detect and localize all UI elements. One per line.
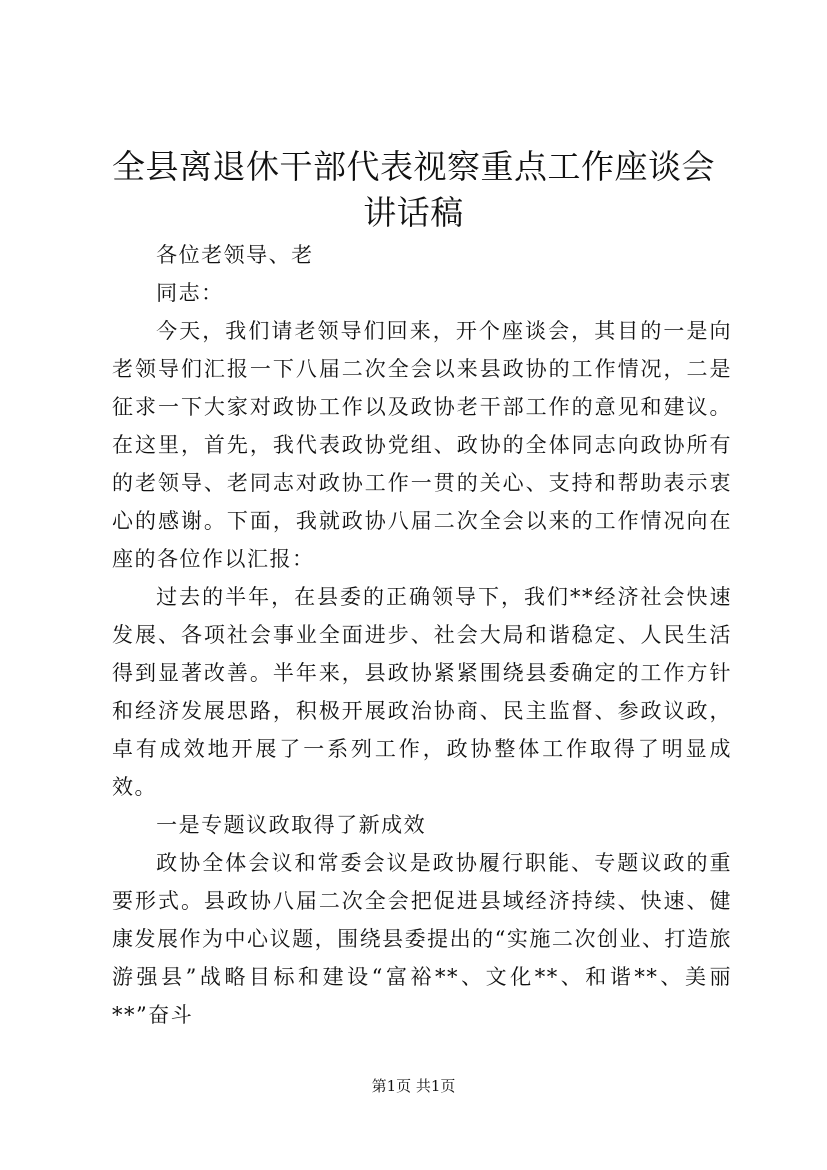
- paragraph-intro: 今天，我们请老领导们回来，开个座谈会，其目的一是向老领导们汇报一下八届二次全会以来县政协的工作情况，二是征求一下大家对政协工作以及政协老干部工作的意见和建议。在这里，首先，我代表政协党组、政协的全体同志向政协所有的老领导、老同志对政协工作一贯的关心、支持和帮助表示衷心的感谢。下面，我就政协八届二次全会以来的工作情况向在座的各位作以汇报：: [112, 319, 732, 571]
- paragraph-salutation: 各位老领导、老: [156, 243, 314, 267]
- paragraph-section-body: 政协全体会议和常委会议是政协履行职能、专题议政的重要形式。县政协八届二次全会把促进县域经济持续、快速、健康发展作为中心议题，围绕县委提出的“实施二次创业、打造旅游强县”战略目标和建设“富裕**、文化**、和谐**、美丽**”奋斗: [112, 851, 732, 1027]
- section-heading: 一是专题议政取得了新成效: [156, 813, 427, 837]
- paragraph-overview: 过去的半年，在县委的正确领导下，我们**经济社会快速发展、各项社会事业全面进步、社会大局和谐稳定、人民生活得到显著改善。半年来，县政协紧紧围绕县委确定的工作方针和经济发展思路，积极开展政治协商、民主监督、参政议政，卓有成效地开展了一系列工作，政协整体工作取得了明显成效。: [112, 585, 732, 799]
- paragraph-salutation-cont: 同志：: [156, 281, 224, 305]
- document-title: 全县离退休干部代表视察重点工作座谈会讲话稿: [112, 147, 715, 232]
- page-footer: 第1页 共1页: [371, 1077, 456, 1095]
- document-body: [112, 236, 732, 1034]
